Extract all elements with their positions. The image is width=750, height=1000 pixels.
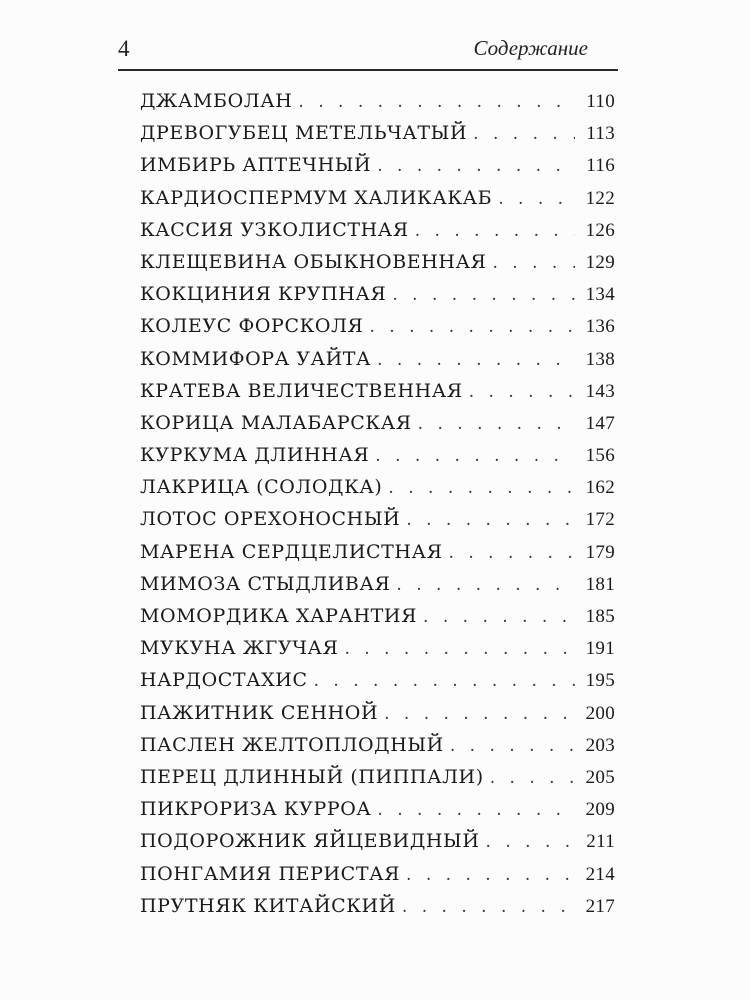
- toc-entry-title: ДРЕВОГУБЕЦ МЕТЕЛЬЧАТЫЙ: [140, 122, 468, 145]
- running-title: Содержание: [473, 36, 588, 60]
- toc-entry: [140, 734, 615, 766]
- toc-entry-page: 200: [585, 702, 615, 724]
- toc-entry-title: ПИКРОРИЗА КУРРОА: [140, 798, 372, 821]
- toc-entry-title: ЛОТОС ОРЕХОНОСНЫЙ: [140, 508, 401, 531]
- toc-entry: [140, 348, 615, 380]
- toc-entry-title: МАРЕНА СЕРДЦЕЛИСТНАЯ: [140, 540, 443, 563]
- toc-entry-title: КУРКУМА ДЛИННАЯ: [140, 444, 370, 467]
- toc-entry: [140, 830, 615, 862]
- toc-entry-page: 209: [585, 799, 615, 821]
- dot-leader: [406, 510, 575, 530]
- toc-entry: [140, 895, 615, 927]
- dot-leader: [396, 575, 575, 595]
- toc-entry: [140, 541, 615, 573]
- toc-entry-page: 116: [586, 155, 615, 177]
- toc-entry-page: 147: [585, 412, 615, 434]
- dot-leader: [493, 253, 576, 273]
- toc-entry: [140, 766, 615, 798]
- toc-entry: [140, 476, 615, 508]
- dot-leader: [415, 221, 575, 241]
- dot-leader: [473, 124, 575, 144]
- toc-entry-page: 122: [585, 187, 615, 209]
- toc-entry-title: НАРДОСТАХИС: [140, 669, 308, 692]
- toc-entry: [140, 508, 615, 540]
- toc-entry-title: МУКУНА ЖГУЧАЯ: [140, 637, 339, 660]
- dot-leader: [377, 350, 575, 370]
- toc-entry-page: 156: [585, 445, 615, 467]
- toc-entry-page: 191: [585, 638, 615, 660]
- toc-entry-page: 113: [586, 123, 615, 145]
- toc-entry-page: 217: [585, 895, 615, 917]
- toc-entry-page: 185: [585, 606, 615, 627]
- toc-entry-title: ПОНГАМИЯ ПЕРИСТАЯ: [140, 862, 401, 885]
- toc-entry-title: ПАЖИТНИК СЕННОЙ: [140, 701, 379, 724]
- toc-entry: [140, 154, 615, 186]
- dot-leader: [369, 317, 575, 337]
- dot-leader: [469, 382, 575, 402]
- toc-entry: [140, 90, 615, 122]
- dot-leader: [377, 800, 575, 820]
- toc-entry-page: 129: [585, 251, 615, 273]
- toc-entry-title: КОКЦИНИЯ КРУПНАЯ: [140, 283, 387, 306]
- toc-entry-page: 172: [585, 509, 615, 531]
- toc-entry-title: ПРУТНЯК КИТАЙСКИЙ: [140, 894, 396, 917]
- toc-entry-title: КРАТЕВА ВЕЛИЧЕСТВЕННАЯ: [140, 379, 463, 402]
- toc-entry-title: ДЖАМБОЛАН: [140, 90, 293, 112]
- dot-leader: [375, 446, 575, 466]
- table-of-contents: [140, 90, 615, 927]
- dot-leader: [298, 92, 575, 112]
- toc-entry-title: КОММИФОРА УАЙТА: [140, 347, 372, 370]
- dot-leader: [384, 704, 575, 724]
- toc-entry: [140, 863, 615, 895]
- toc-entry-title: ИМБИРЬ АПТЕЧНЫЙ: [140, 154, 372, 177]
- toc-entry: [140, 412, 615, 444]
- dot-leader: [388, 478, 575, 498]
- toc-entry: [140, 637, 615, 669]
- toc-entry-page: 134: [585, 284, 615, 306]
- toc-entry: [140, 187, 615, 219]
- dot-leader: [418, 414, 575, 434]
- toc-entry-page: 179: [585, 541, 615, 563]
- toc-entry-page: 138: [585, 348, 615, 370]
- dot-leader: [450, 736, 575, 756]
- toc-entry-page: 162: [585, 477, 615, 499]
- toc-entry-title: КОЛЕУС ФОРСКОЛЯ: [140, 315, 364, 338]
- dot-leader: [486, 832, 575, 852]
- toc-entry-page: 181: [585, 573, 615, 595]
- toc-entry: [140, 669, 615, 701]
- toc-entry-title: ПЕРЕЦ ДЛИННЫЙ (ПИППАЛИ): [140, 765, 484, 788]
- toc-entry-title: МОМОРДИКА ХАРАНТИЯ: [140, 605, 418, 627]
- toc-entry-page: 136: [585, 316, 615, 338]
- dot-leader: [314, 671, 575, 691]
- toc-entry-title: ПОДОРОЖНИК ЯЙЦЕВИДНЫЙ: [140, 830, 480, 853]
- toc-entry: [140, 702, 615, 734]
- dot-leader: [490, 768, 575, 788]
- dot-leader: [345, 639, 576, 659]
- toc-entry-page: 211: [586, 831, 615, 853]
- toc-entry-page: 195: [585, 670, 615, 692]
- toc-entry-page: 143: [585, 380, 615, 402]
- toc-entry: [140, 219, 615, 251]
- page-number: 4: [118, 36, 130, 61]
- toc-entry-title: ЛАКРИЦА (СОЛОДКА): [140, 476, 383, 499]
- toc-entry-page: 110: [586, 91, 615, 112]
- toc-entry: [140, 444, 615, 476]
- toc-entry-page: 205: [585, 766, 615, 788]
- dot-leader: [377, 156, 575, 176]
- toc-entry-page: 214: [585, 863, 615, 885]
- toc-entry: [140, 605, 615, 637]
- toc-entry-title: КАРДИОСПЕРМУМ ХАЛИКАКАБ: [140, 186, 493, 209]
- dot-leader: [498, 189, 575, 209]
- toc-entry: [140, 380, 615, 412]
- page-header: [118, 34, 618, 70]
- dot-leader: [392, 285, 575, 305]
- toc-entry-page: 126: [585, 219, 615, 241]
- toc-entry: [140, 315, 615, 347]
- toc-entry: [140, 122, 615, 154]
- toc-entry-title: КАССИЯ УЗКОЛИСТНАЯ: [140, 218, 409, 241]
- toc-entry-title: ПАСЛЕН ЖЕЛТОПЛОДНЫЙ: [140, 733, 444, 756]
- toc-entry: [140, 798, 615, 830]
- toc-entry: [140, 573, 615, 605]
- toc-entry-title: КОРИЦА МАЛАБАРСКАЯ: [140, 411, 412, 434]
- toc-entry-title: МИМОЗА СТЫДЛИВАЯ: [140, 572, 391, 595]
- dot-leader: [449, 543, 575, 563]
- toc-entry-page: 203: [585, 734, 615, 756]
- toc-entry: [140, 251, 615, 283]
- dot-leader: [402, 897, 575, 917]
- dot-leader: [406, 865, 575, 885]
- toc-entry-title: КЛЕЩЕВИНА ОБЫКНОВЕННАЯ: [140, 250, 487, 273]
- toc-entry: [140, 283, 615, 315]
- header-rule: [118, 69, 618, 71]
- dot-leader: [423, 607, 575, 627]
